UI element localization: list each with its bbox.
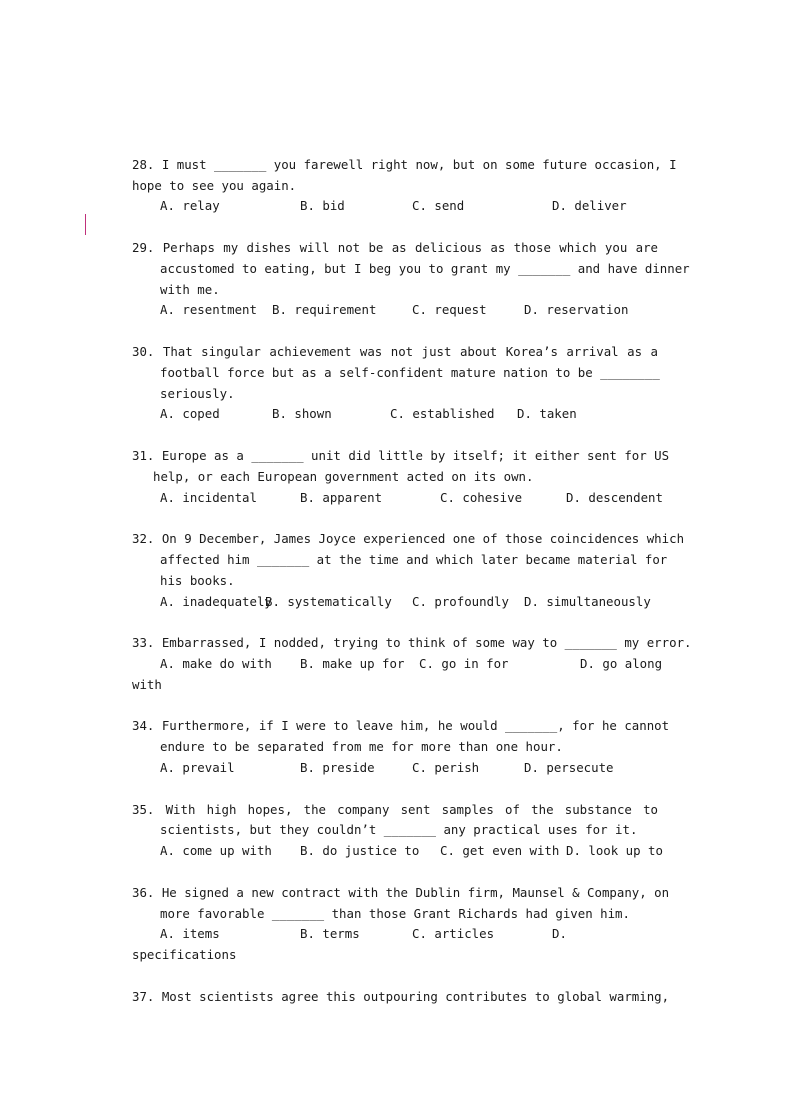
option-d: D. simultaneously: [524, 594, 651, 609]
option-b: B. preside: [300, 760, 375, 775]
option-c: C. request: [412, 302, 487, 317]
question-text-line: 34. Furthermore, if I were to leave him, he would _______, for he cannot: [132, 718, 670, 733]
option-d: D. go along: [580, 656, 663, 671]
question-text-line: 37. Most scientists agree this outpouring contributes to global warming,: [132, 989, 670, 1004]
option-b: B. systematically: [265, 594, 392, 609]
option-b: B. make up for: [300, 656, 405, 671]
option-b: B. do justice to: [300, 843, 420, 858]
option-d-wrap: with: [132, 677, 162, 692]
question-text-line: his books.: [160, 573, 235, 588]
option-d: D. taken: [517, 406, 577, 421]
option-a: A. come up with: [160, 843, 272, 858]
option-a: A. prevail: [160, 760, 235, 775]
question-text-line: more favorable _______ than those Grant Richards had given him.: [160, 906, 630, 921]
question-text-line: 30. That singular achievement was not just about Korea’s arrival as a: [132, 344, 658, 359]
option-b: B. apparent: [300, 490, 383, 505]
question-text-line: 28. I must _______ you farewell right now, but on some future occasion, I: [132, 157, 677, 172]
option-c: C. articles: [412, 926, 495, 941]
option-d: D.: [552, 926, 567, 941]
option-a: A. relay: [160, 198, 220, 213]
option-c: C. perish: [412, 760, 480, 775]
option-a: A. inadequately: [160, 594, 272, 609]
question-text-line: hope to see you again.: [132, 178, 297, 193]
option-d: D. reservation: [524, 302, 629, 317]
option-b: B. terms: [300, 926, 360, 941]
option-d: D. descendent: [566, 490, 663, 505]
option-a: A. incidental: [160, 490, 257, 505]
question-text-line: 35. With high hopes, the company sent samples of the substance to: [132, 802, 658, 817]
option-d-wrap: specifications: [132, 947, 237, 962]
option-a: A. items: [160, 926, 220, 941]
option-c: C. go in for: [419, 656, 509, 671]
question-text-line: 32. On 9 December, James Joyce experienced one of those coincidences which: [132, 531, 685, 546]
option-b: B. shown: [272, 406, 332, 421]
text-cursor-marker: [85, 214, 86, 235]
question-text-line: scientists, but they couldn’t _______ any practical uses for it.: [160, 822, 638, 837]
option-a: A. make do with: [160, 656, 272, 671]
question-text-line: 29. Perhaps my dishes will not be as delicious as those which you are: [132, 240, 658, 255]
question-text-line: football force but as a self-confident mature nation to be ________: [160, 365, 660, 380]
option-c: C. cohesive: [440, 490, 523, 505]
option-d: D. deliver: [552, 198, 627, 213]
option-b: B. bid: [300, 198, 345, 213]
option-c: C. send: [412, 198, 465, 213]
option-d: D. persecute: [524, 760, 614, 775]
option-b: B. requirement: [272, 302, 377, 317]
option-d: D. look up to: [566, 843, 663, 858]
option-c: C. established: [390, 406, 495, 421]
option-c: C. profoundly: [412, 594, 509, 609]
option-c: C. get even with: [440, 843, 560, 858]
question-text-line: endure to be separated from me for more than one hour.: [160, 739, 563, 754]
question-text-line: seriously.: [160, 386, 235, 401]
question-text-line: 36. He signed a new contract with the Dublin firm, Maunsel & Company, on: [132, 885, 670, 900]
question-text-line: with me.: [160, 282, 220, 297]
question-text-line: help, or each European government acted on its own.: [153, 469, 534, 484]
question-text-line: affected him _______ at the time and which later became material for: [160, 552, 668, 567]
question-text-line: accustomed to eating, but I beg you to grant my _______ and have dinner: [160, 261, 690, 276]
question-text-line: 31. Europe as a _______ unit did little by itself; it either sent for US: [132, 448, 670, 463]
question-text-line: 33. Embarrassed, I nodded, trying to think of some way to _______ my error.: [132, 635, 692, 650]
option-a: A. resentment: [160, 302, 257, 317]
option-a: A. coped: [160, 406, 220, 421]
